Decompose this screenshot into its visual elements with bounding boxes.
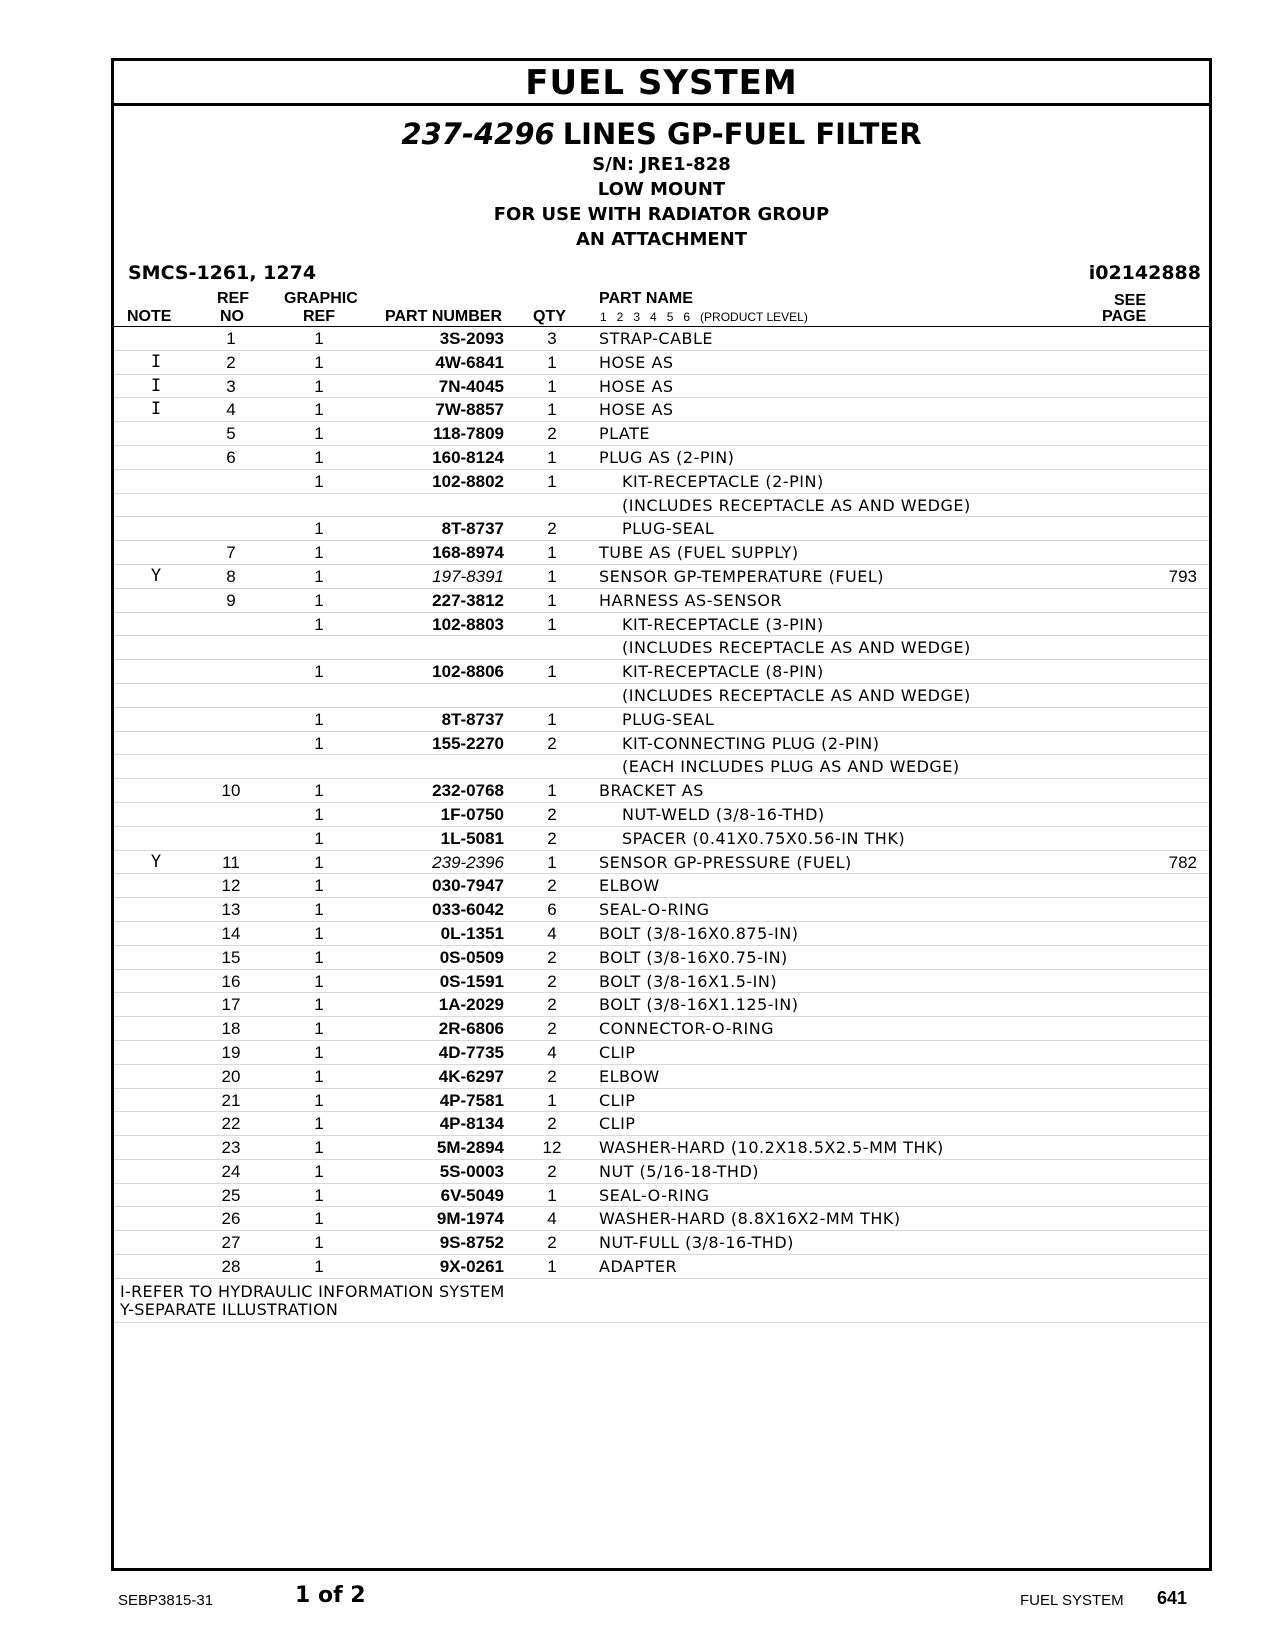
- note-cell: I: [150, 351, 162, 372]
- graphic-ref-cell: 1: [314, 995, 324, 1015]
- graphic-ref-cell: 1: [314, 519, 324, 539]
- quantity-cell: 1: [547, 352, 557, 372]
- graphic-ref-cell: 1: [314, 614, 324, 634]
- part-name-cell: BRACKET AS: [599, 781, 704, 801]
- quantity-cell: 1: [547, 471, 557, 491]
- table-row: [114, 398, 1209, 422]
- quantity-cell: 1: [547, 400, 557, 420]
- smcs-code: SMCS-1261, 1274: [128, 262, 317, 284]
- part-name-cell: PLATE: [599, 424, 651, 444]
- table-row: [114, 422, 1209, 446]
- part-name-cell: (INCLUDES RECEPTACLE AS AND WEDGE): [622, 685, 971, 705]
- ref-number-cell: 14: [221, 923, 241, 943]
- part-name-cell: SENSOR GP-TEMPERATURE (FUEL): [599, 566, 885, 586]
- footer-section-name: FUEL SYSTEM: [1020, 1592, 1124, 1609]
- part-name-cell: BOLT (3/8-16X0.75-IN): [599, 947, 788, 967]
- table-row: [114, 613, 1209, 637]
- quantity-cell: 2: [547, 804, 557, 824]
- quantity-cell: 2: [547, 995, 557, 1015]
- illustration-reference: i02142888: [1088, 262, 1201, 284]
- graphic-ref-cell: 1: [314, 590, 324, 610]
- part-number-cell: 0L-1351: [440, 923, 504, 943]
- usage-line: FOR USE WITH RADIATOR GROUP: [493, 204, 830, 225]
- part-number-cell: 1F-0750: [440, 804, 504, 824]
- part-number-cell: 8T-8737: [441, 519, 504, 539]
- ref-number-cell: 3: [226, 376, 236, 396]
- table-row: [114, 446, 1209, 470]
- part-name-cell: KIT-RECEPTACLE (2-PIN): [622, 471, 824, 491]
- section-title: FUEL SYSTEM: [114, 61, 1209, 106]
- graphic-ref-cell: 1: [314, 1257, 324, 1277]
- table-row: [114, 779, 1209, 803]
- table-row: [114, 660, 1209, 684]
- ref-number-cell: 25: [221, 1185, 241, 1205]
- table-row: [114, 494, 1209, 518]
- graphic-ref-cell: 1: [314, 1138, 324, 1158]
- part-name-cell: SPACER (0.41X0.75X0.56-IN THK): [622, 828, 906, 848]
- page-footer: [0, 1578, 1275, 1618]
- note-cell: Y: [150, 565, 162, 586]
- part-number-cell: 4P-7581: [439, 1090, 504, 1110]
- note-cell: I: [150, 375, 162, 396]
- quantity-cell: 2: [547, 1019, 557, 1039]
- part-name-cell: NUT-WELD (3/8-16-THD): [622, 804, 825, 824]
- graphic-ref-cell: 1: [314, 947, 324, 967]
- part-name-cell: SEAL-O-RING: [599, 1185, 710, 1205]
- note-line: I-REFER TO HYDRAULIC INFORMATION SYSTEM: [120, 1281, 505, 1301]
- header-graphic-top: GRAPHIC: [284, 290, 358, 307]
- header-see-bottom: PAGE: [1102, 308, 1147, 325]
- part-name-cell: SENSOR GP-PRESSURE (FUEL): [599, 852, 852, 872]
- ref-number-cell: 7: [226, 543, 236, 563]
- header-note: NOTE: [127, 308, 172, 325]
- table-row: [114, 755, 1209, 779]
- ref-number-cell: 26: [221, 1209, 241, 1229]
- part-name-cell: PLUG-SEAL: [622, 709, 715, 729]
- quantity-cell: 2: [547, 1161, 557, 1181]
- part-name-cell: WASHER-HARD (10.2X18.5X2.5-MM THK): [599, 1138, 944, 1158]
- part-name-cell: HOSE AS: [599, 352, 674, 372]
- quantity-cell: 1: [547, 1257, 557, 1277]
- part-name-cell: STRAP-CABLE: [599, 329, 714, 348]
- part-name-cell: TUBE AS (FUEL SUPPLY): [599, 543, 799, 563]
- part-number-cell: 118-7809: [433, 424, 504, 444]
- quantity-cell: 2: [547, 947, 557, 967]
- part-name-cell: (INCLUDES RECEPTACLE AS AND WEDGE): [622, 638, 971, 658]
- graphic-ref-cell: 1: [314, 781, 324, 801]
- part-name-cell: WASHER-HARD (8.8X16X2-MM THK): [599, 1209, 901, 1229]
- part-name-cell: HOSE AS: [599, 400, 674, 420]
- part-number-cell: 6V-5049: [440, 1185, 504, 1205]
- table-row: [114, 732, 1209, 756]
- graphic-ref-cell: 1: [314, 1209, 324, 1229]
- graphic-ref-cell: 1: [314, 852, 324, 872]
- quantity-cell: 2: [547, 733, 557, 753]
- ref-number-cell: 6: [226, 447, 236, 467]
- table-row: [114, 589, 1209, 613]
- page-of-count: 1 of 2: [295, 1583, 366, 1608]
- graphic-ref-cell: 1: [314, 400, 324, 420]
- quantity-cell: 2: [547, 876, 557, 896]
- part-number-cell: 9X-0261: [439, 1257, 504, 1277]
- graphic-ref-cell: 1: [314, 828, 324, 848]
- table-row: [114, 517, 1209, 541]
- part-number-cell: 155-2270: [432, 733, 504, 753]
- part-number-cell: 3S-2093: [439, 329, 504, 348]
- part-name-cell: ADAPTER: [599, 1257, 678, 1277]
- table-row: [114, 851, 1209, 875]
- table-row: [114, 946, 1209, 970]
- part-number-cell: 239-2396: [432, 852, 504, 872]
- graphic-ref-cell: 1: [314, 447, 324, 467]
- part-name-cell: HARNESS AS-SENSOR: [599, 590, 783, 610]
- quantity-cell: 2: [547, 971, 557, 991]
- ref-number-cell: 21: [221, 1090, 241, 1110]
- table-row: [114, 827, 1209, 851]
- quantity-cell: 6: [547, 900, 557, 920]
- part-number-cell: 5S-0003: [439, 1161, 504, 1181]
- attachment-line: AN ATTACHMENT: [575, 229, 748, 250]
- table-row: [114, 375, 1209, 399]
- part-name-cell: CLIP: [599, 1090, 636, 1110]
- quantity-cell: 1: [547, 376, 557, 396]
- graphic-ref-cell: 1: [314, 923, 324, 943]
- table-row: [114, 874, 1209, 898]
- ref-number-cell: 1: [226, 329, 236, 348]
- graphic-ref-cell: 1: [314, 352, 324, 372]
- quantity-cell: 3: [547, 329, 557, 348]
- graphic-ref-cell: 1: [314, 1042, 324, 1062]
- page-number: 641: [1157, 1588, 1188, 1608]
- part-number-cell: 9M-1974: [436, 1209, 504, 1229]
- header-ref-top: REF: [217, 290, 249, 307]
- part-name-cell: KIT-CONNECTING PLUG (2-PIN): [622, 733, 880, 753]
- part-name-cell: (INCLUDES RECEPTACLE AS AND WEDGE): [622, 495, 971, 515]
- quantity-cell: 2: [547, 1066, 557, 1086]
- table-row: [114, 803, 1209, 827]
- graphic-ref-cell: 1: [314, 662, 324, 682]
- table-row: [114, 898, 1209, 922]
- table-row: [114, 1160, 1209, 1184]
- graphic-ref-cell: 1: [314, 566, 324, 586]
- see-page-cell: 793: [1168, 566, 1197, 586]
- graphic-ref-cell: 1: [314, 424, 324, 444]
- table-row: [114, 1207, 1209, 1231]
- see-page-cell: 782: [1168, 852, 1197, 872]
- part-number-cell: 102-8802: [432, 471, 504, 491]
- part-name-cell: KIT-RECEPTACLE (3-PIN): [622, 614, 824, 634]
- part-number-cell: 197-8391: [432, 566, 504, 586]
- graphic-ref-cell: 1: [314, 1161, 324, 1181]
- meta-bar: [114, 258, 1209, 288]
- quantity-cell: 1: [547, 1185, 557, 1205]
- quantity-cell: 1: [547, 781, 557, 801]
- header-part-number: PART NUMBER: [385, 308, 503, 325]
- part-number-cell: 4D-7735: [438, 1042, 504, 1062]
- part-name-cell: CLIP: [599, 1042, 636, 1062]
- part-name-cell: CONNECTOR-O-RING: [599, 1019, 775, 1039]
- part-number-cell: 030-7947: [432, 876, 504, 896]
- ref-number-cell: 13: [221, 900, 241, 920]
- table-header: [114, 288, 1209, 327]
- table-row: [114, 684, 1209, 708]
- part-name-cell: ELBOW: [599, 1066, 660, 1086]
- ref-number-cell: 23: [221, 1138, 241, 1158]
- graphic-ref-cell: 1: [314, 1066, 324, 1086]
- table-row: [114, 470, 1209, 494]
- part-number-cell: 102-8806: [432, 662, 504, 682]
- part-number-cell: 7N-4045: [438, 376, 504, 396]
- part-number-cell: 7W-8857: [435, 400, 504, 420]
- table-row: [114, 327, 1209, 351]
- quantity-cell: 4: [547, 1209, 557, 1229]
- part-number-cell: 0S-1591: [439, 971, 504, 991]
- table-row: [114, 708, 1209, 732]
- quantity-cell: 1: [547, 566, 557, 586]
- table-row: [114, 1136, 1209, 1160]
- table-row: [114, 1017, 1209, 1041]
- part-name-cell: BOLT (3/8-16X1.125-IN): [599, 995, 799, 1015]
- table-row: [114, 1184, 1209, 1208]
- table-row: [114, 1231, 1209, 1255]
- ref-number-cell: 11: [222, 852, 240, 872]
- part-name-cell: CLIP: [599, 1114, 636, 1134]
- header-part-name: PART NAME: [599, 290, 693, 307]
- ref-number-cell: 10: [221, 781, 241, 801]
- part-name-cell: BOLT (3/8-16X0.875-IN): [599, 923, 799, 943]
- quantity-cell: 1: [547, 543, 557, 563]
- quantity-cell: 4: [547, 1042, 557, 1062]
- serial-number-line: S/N: JRE1-828: [592, 154, 731, 175]
- quantity-cell: 2: [547, 828, 557, 848]
- part-number-cell: 0S-0509: [439, 947, 504, 967]
- part-number-cell: 4W-6841: [435, 352, 504, 372]
- part-name-cell: SEAL-O-RING: [599, 900, 710, 920]
- table-row: [114, 993, 1209, 1017]
- part-number-cell: 4P-8134: [439, 1114, 504, 1134]
- ref-number-cell: 2: [226, 352, 236, 372]
- note-line: Y-SEPARATE ILLUSTRATION: [120, 1299, 339, 1319]
- quantity-cell: 1: [547, 852, 557, 872]
- table-row: [114, 636, 1209, 660]
- table-row: [114, 351, 1209, 375]
- header-ref-bottom: NO: [220, 308, 244, 325]
- part-name-cell: ELBOW: [599, 876, 660, 896]
- part-number-cell: 232-0768: [432, 781, 504, 801]
- quantity-cell: 4: [547, 923, 557, 943]
- part-number-cell: 8T-8737: [441, 709, 504, 729]
- table-row: [114, 1065, 1209, 1089]
- ref-number-cell: 15: [221, 947, 241, 967]
- table-row: [114, 1255, 1209, 1279]
- part-name-cell: PLUG AS (2-PIN): [599, 447, 735, 467]
- group-number: 237-4296: [401, 117, 555, 151]
- table-row: [114, 565, 1209, 589]
- graphic-ref-cell: 1: [314, 733, 324, 753]
- part-name-cell: HOSE AS: [599, 376, 674, 396]
- part-number-cell: 160-8124: [432, 447, 504, 467]
- note-cell: Y: [150, 851, 162, 872]
- graphic-ref-cell: 1: [314, 900, 324, 920]
- quantity-cell: 1: [547, 1090, 557, 1110]
- graphic-ref-cell: 1: [314, 543, 324, 563]
- note-cell: I: [150, 399, 162, 420]
- header-qty: QTY: [533, 308, 566, 325]
- ref-number-cell: 5: [226, 424, 236, 444]
- part-name-cell: NUT-FULL (3/8-16-THD): [599, 1233, 794, 1253]
- notes-block: [114, 1279, 1209, 1323]
- table-row: [114, 541, 1209, 565]
- part-name-cell: (EACH INCLUDES PLUG AS AND WEDGE): [622, 757, 960, 777]
- table-row: [114, 1089, 1209, 1113]
- page-frame: [111, 58, 1212, 1571]
- graphic-ref-cell: 1: [314, 709, 324, 729]
- part-number-cell: 033-6042: [432, 900, 504, 920]
- quantity-cell: 12: [542, 1138, 562, 1158]
- ref-number-cell: 8: [226, 566, 236, 586]
- part-name-cell: BOLT (3/8-16X1.5-IN): [599, 971, 778, 991]
- quantity-cell: 1: [547, 614, 557, 634]
- graphic-ref-cell: 1: [314, 971, 324, 991]
- ref-number-cell: 17: [221, 995, 241, 1015]
- part-number-cell: 1L-5081: [440, 828, 504, 848]
- part-name-cell: PLUG-SEAL: [622, 519, 715, 539]
- part-number-cell: 102-8803: [432, 614, 504, 634]
- graphic-ref-cell: 1: [314, 876, 324, 896]
- part-number-cell: 5M-2894: [436, 1138, 504, 1158]
- mount-line: LOW MOUNT: [597, 179, 726, 200]
- graphic-ref-cell: 1: [314, 471, 324, 491]
- quantity-cell: 2: [547, 1114, 557, 1134]
- ref-number-cell: 4: [226, 400, 236, 420]
- graphic-ref-cell: 1: [314, 1090, 324, 1110]
- graphic-ref-cell: 1: [314, 1185, 324, 1205]
- graphic-ref-cell: 1: [314, 1019, 324, 1039]
- part-number-cell: 168-8974: [432, 543, 504, 563]
- document-id: SEBP3815-31: [118, 1592, 214, 1609]
- quantity-cell: 1: [547, 590, 557, 610]
- ref-number-cell: 22: [221, 1114, 241, 1134]
- table-row: [114, 1041, 1209, 1065]
- part-number-cell: 4K-6297: [438, 1066, 504, 1086]
- part-name-cell: KIT-RECEPTACLE (8-PIN): [622, 662, 824, 682]
- quantity-cell: 1: [547, 709, 557, 729]
- ref-number-cell: 9: [226, 590, 236, 610]
- table-row: [114, 922, 1209, 946]
- header-product-level: 1 2 3 4 5 6 (PRODUCT LEVEL): [600, 310, 808, 324]
- ref-number-cell: 20: [221, 1066, 241, 1086]
- quantity-cell: 1: [547, 447, 557, 467]
- part-number-cell: 2R-6806: [438, 1019, 504, 1039]
- quantity-cell: 1: [547, 662, 557, 682]
- table-row: [114, 1112, 1209, 1136]
- ref-number-cell: 19: [221, 1042, 241, 1062]
- part-number-cell: 227-3812: [432, 590, 504, 610]
- part-name-cell: NUT (5/16-18-THD): [599, 1161, 760, 1181]
- part-number-cell: 9S-8752: [439, 1233, 504, 1253]
- ref-number-cell: 16: [221, 971, 241, 991]
- group-title: [114, 116, 1209, 152]
- graphic-ref-cell: 1: [314, 1233, 324, 1253]
- graphic-ref-cell: 1: [314, 804, 324, 824]
- quantity-cell: 2: [547, 1233, 557, 1253]
- ref-number-cell: 18: [221, 1019, 241, 1039]
- ref-number-cell: 12: [221, 876, 241, 896]
- ref-number-cell: 28: [221, 1257, 241, 1277]
- header-graphic-bottom: REF: [303, 308, 335, 325]
- quantity-cell: 2: [547, 424, 557, 444]
- parts-table-body: [114, 327, 1209, 1279]
- ref-number-cell: 27: [221, 1233, 241, 1253]
- graphic-ref-cell: 1: [314, 329, 324, 348]
- part-number-cell: 1A-2029: [438, 995, 504, 1015]
- graphic-ref-cell: 1: [314, 1114, 324, 1134]
- group-name: LINES GP-FUEL FILTER: [562, 117, 922, 151]
- ref-number-cell: 24: [221, 1161, 241, 1181]
- header-see-top: SEE: [1114, 292, 1147, 309]
- table-row: [114, 970, 1209, 994]
- graphic-ref-cell: 1: [314, 376, 324, 396]
- quantity-cell: 2: [547, 519, 557, 539]
